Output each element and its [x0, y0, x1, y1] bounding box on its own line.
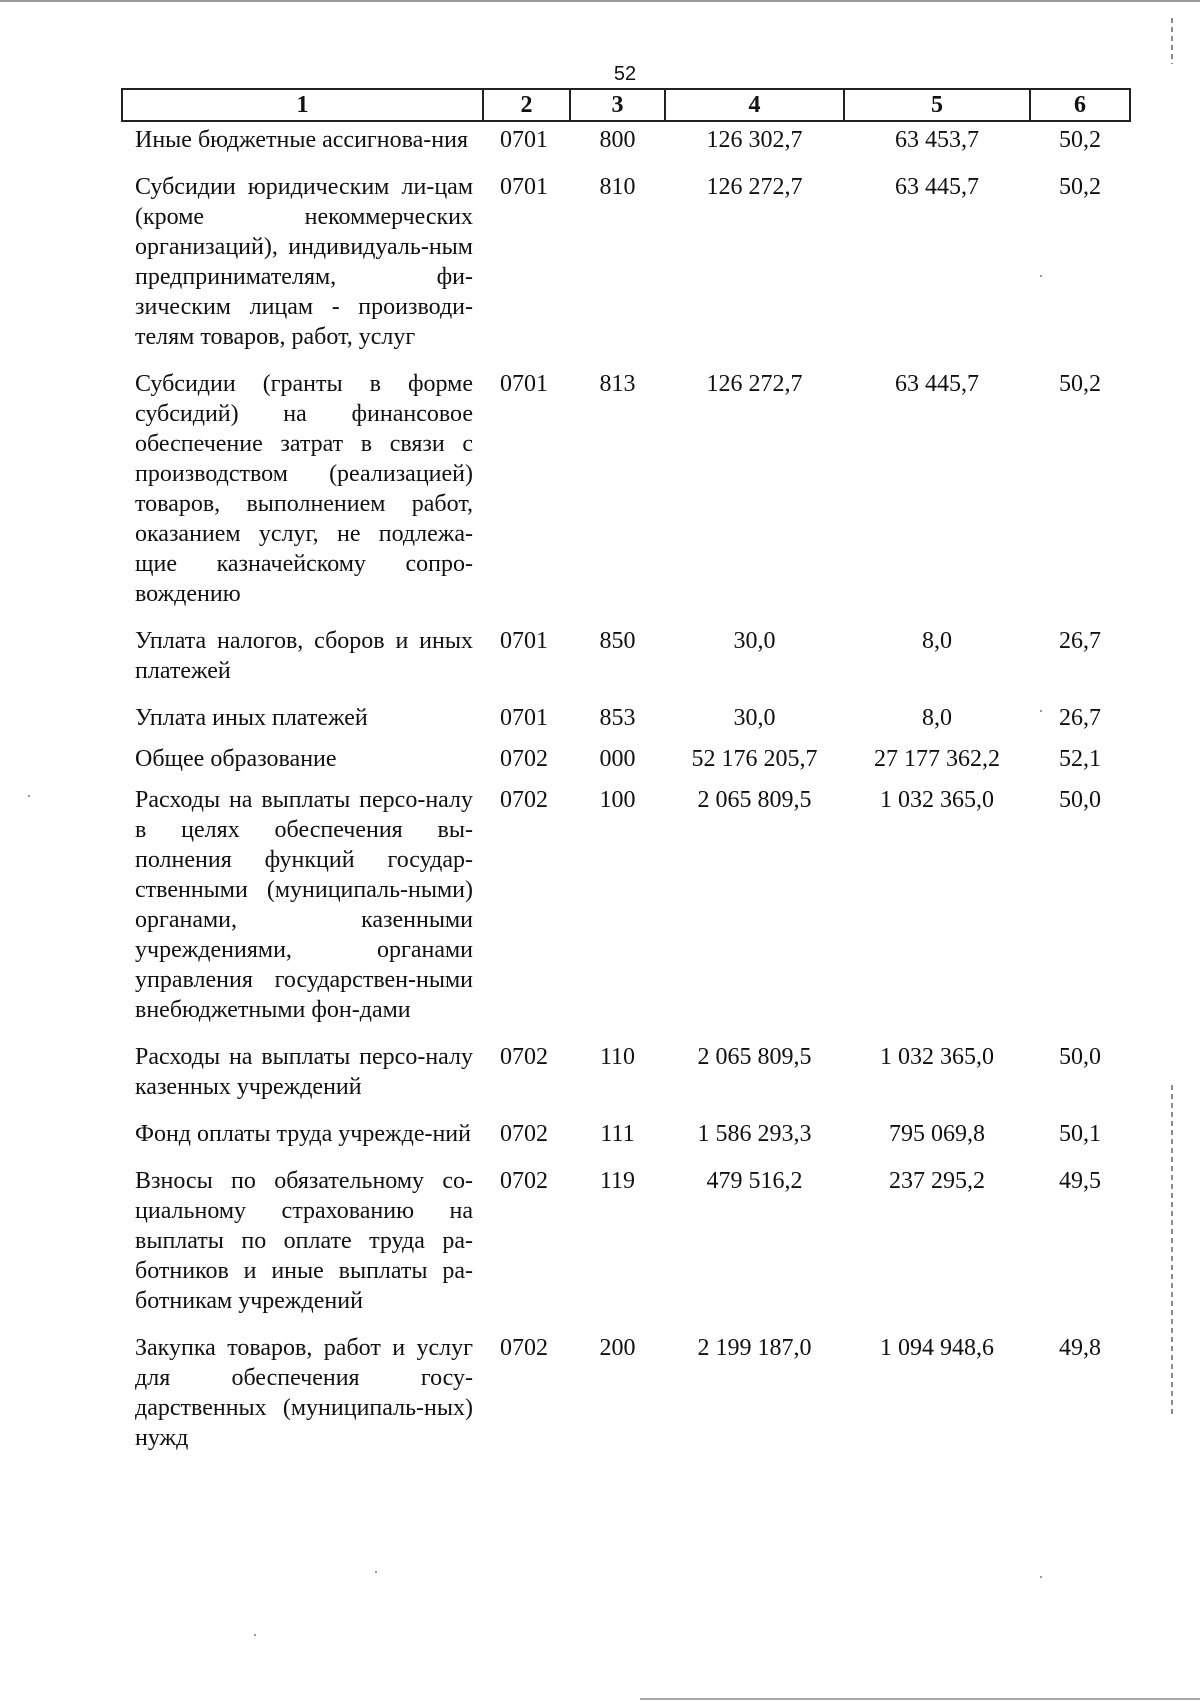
scan-speck [254, 1634, 256, 1636]
scan-speck [1040, 1576, 1042, 1578]
page-number: 52 [613, 63, 637, 85]
table-row [122, 121, 1130, 169]
row-expense-type: 100 [599, 787, 636, 813]
row-expense-type: 119 [599, 1168, 636, 1194]
row-name: Уплата иных платежей [135, 705, 368, 731]
row-percent: 50,2 [1059, 371, 1101, 397]
row-name: Закупка товаров, работ и услуг для обеспечения госу-дарственных (муниципаль-ных) нужд [135, 1335, 473, 1451]
scan-speck [375, 1571, 377, 1573]
row-name: Фонд оплаты труда учрежде-ний [135, 1121, 471, 1147]
scan-speck [1040, 275, 1042, 277]
row-plan-amount: 126 272,7 [706, 174, 803, 200]
table-row [122, 782, 1130, 1039]
row-percent: 49,8 [1059, 1335, 1101, 1361]
scan-artifact-top-right [1171, 18, 1173, 64]
row-plan-amount: 2 065 809,5 [697, 787, 812, 813]
scan-bottom-edge [640, 1698, 1200, 1700]
row-plan-amount: 126 302,7 [706, 127, 803, 153]
row-actual-amount: 1 032 365,0 [880, 787, 994, 813]
table-row [122, 1330, 1130, 1467]
row-section-code: 0701 [500, 371, 548, 397]
row-plan-amount: 52 176 205,7 [691, 746, 818, 772]
row-actual-amount: 63 445,7 [895, 371, 979, 397]
scan-artifact-right-margin [1171, 1085, 1173, 1415]
row-actual-amount: 27 177 362,2 [874, 746, 1000, 772]
row-percent: 50,0 [1059, 787, 1101, 813]
row-actual-amount: 8,0 [922, 628, 952, 654]
column-header-2: 2 [483, 89, 570, 121]
table-row [122, 366, 1130, 623]
row-section-code: 0701 [500, 628, 548, 654]
column-header-5: 5 [844, 89, 1030, 121]
row-percent: 26,7 [1059, 628, 1101, 654]
row-name: Субсидии юридическим ли-цам (кроме некоммерческих организаций), индивидуаль-ным предпринимателям, фи-зическим лицам - производи-телям товаров, работ, услуг [135, 174, 473, 350]
column-header-3: 3 [570, 89, 665, 121]
header-row [122, 89, 1130, 121]
scan-top-edge [0, 0, 1200, 2]
row-percent: 50,2 [1059, 127, 1101, 153]
row-percent: 49,5 [1059, 1168, 1101, 1194]
row-percent: 50,2 [1059, 174, 1101, 200]
scan-speck [28, 795, 30, 797]
table-row [122, 1039, 1130, 1116]
row-expense-type: 200 [599, 1335, 636, 1361]
row-name: Уплата налогов, сборов и иных платежей [135, 628, 473, 684]
row-name: Общее образование [135, 746, 337, 772]
row-expense-type: 110 [599, 1044, 636, 1070]
row-expense-type: 810 [599, 174, 636, 200]
table-row [122, 1163, 1130, 1330]
row-section-code: 0701 [500, 127, 548, 153]
table-row [122, 623, 1130, 700]
row-actual-amount: 1 032 365,0 [880, 1044, 994, 1070]
row-name: Иные бюджетные ассигнова-ния [135, 127, 468, 153]
row-actual-amount: 8,0 [922, 705, 952, 731]
row-section-code: 0701 [500, 705, 548, 731]
row-name: Субсидии (гранты в форме субсидий) на финансовое обеспечение затрат в связи с производством (реализацией) товаров, выполнением работ, оказанием услуг, не подлежа-щие казначейскому сопро-вождению [135, 371, 473, 607]
row-percent: 50,1 [1059, 1121, 1101, 1147]
row-expense-type: 111 [600, 1121, 635, 1147]
row-section-code: 0702 [500, 1335, 548, 1361]
row-percent: 52,1 [1059, 746, 1101, 772]
table-row [122, 700, 1130, 741]
row-actual-amount: 63 445,7 [895, 174, 979, 200]
row-actual-amount: 795 069,8 [889, 1121, 985, 1147]
budget-table [121, 88, 1131, 1467]
row-expense-type: 000 [599, 746, 636, 772]
row-plan-amount: 2 199 187,0 [697, 1335, 812, 1361]
row-plan-amount: 2 065 809,5 [697, 1044, 812, 1070]
row-percent: 50,0 [1059, 1044, 1101, 1070]
row-name: Расходы на выплаты персо-налу в целях обеспечения вы-полнения функций государ-ственными (муниципаль-ными) органами, казенными учреждениями, органами управления государствен-ными внебюджетными фон-дами [135, 787, 473, 1023]
row-expense-type: 850 [599, 628, 636, 654]
scan-speck [1040, 710, 1042, 712]
row-plan-amount: 30,0 [733, 628, 776, 654]
row-expense-type: 800 [599, 127, 636, 153]
row-actual-amount: 1 094 948,6 [880, 1335, 994, 1361]
column-header-4: 4 [665, 89, 844, 121]
row-actual-amount: 237 295,2 [889, 1168, 985, 1194]
row-section-code: 0702 [500, 1044, 548, 1070]
table-row [122, 741, 1130, 782]
row-plan-amount: 30,0 [733, 705, 776, 731]
row-section-code: 0702 [500, 1121, 548, 1147]
row-plan-amount: 479 516,2 [706, 1168, 803, 1194]
table-row [122, 1116, 1130, 1163]
row-section-code: 0702 [500, 746, 548, 772]
column-header-1: 1 [122, 89, 483, 121]
row-percent: 26,7 [1059, 705, 1101, 731]
row-name: Расходы на выплаты персо-налу казенных учреждений [135, 1044, 473, 1100]
row-expense-type: 853 [599, 705, 636, 731]
row-plan-amount: 1 586 293,3 [697, 1121, 812, 1147]
row-plan-amount: 126 272,7 [706, 371, 803, 397]
column-header-6: 6 [1030, 89, 1130, 121]
row-actual-amount: 63 453,7 [895, 127, 979, 153]
row-expense-type: 813 [599, 371, 636, 397]
table-row [122, 169, 1130, 366]
row-section-code: 0701 [500, 174, 548, 200]
row-section-code: 0702 [500, 1168, 548, 1194]
row-name: Взносы по обязательному со-циальному страхованию на выплаты по оплате труда ра-ботников и иные выплаты ра-ботникам учреждений [135, 1168, 473, 1314]
row-section-code: 0702 [500, 787, 548, 813]
